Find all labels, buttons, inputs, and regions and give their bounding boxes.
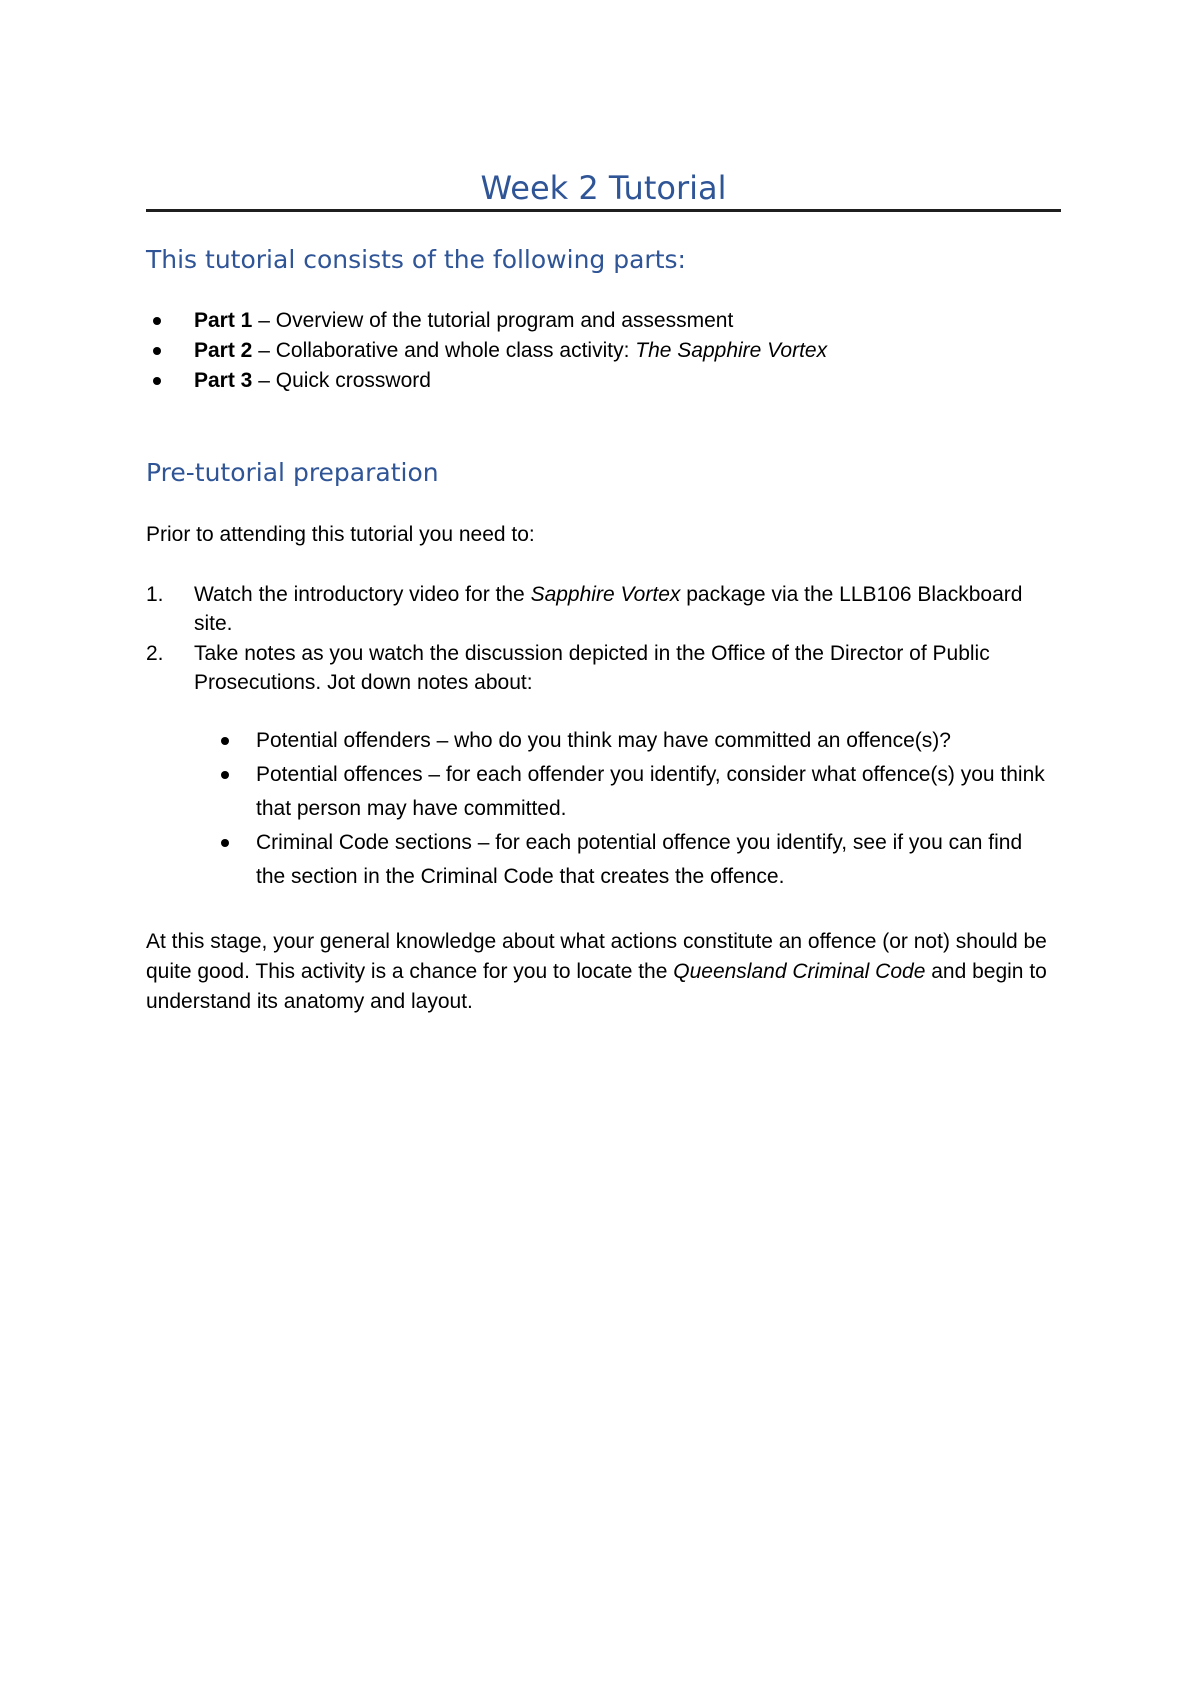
list-item <box>146 366 827 396</box>
notes-list <box>207 724 1057 894</box>
part-text: Collaborative and whole class activity: <box>275 339 636 362</box>
bullet-icon <box>153 377 161 385</box>
list-item <box>207 758 1057 826</box>
part-separator: – <box>252 369 276 392</box>
closing-text: At this stage, your general knowledge about what actions constitute an offence (or not) should be quite good. This activity is a chance for you to locate the <box>146 930 1047 983</box>
part-text: Overview of the tutorial program and assessment <box>275 309 734 332</box>
bullet-icon <box>153 347 161 355</box>
bullet-icon <box>221 839 229 847</box>
part-italic-text: The Sapphire Vortex <box>635 339 828 362</box>
list-item <box>207 724 1057 758</box>
step-number: 2. <box>146 642 164 665</box>
step-text-after: package via the LLB106 Blackboard site. <box>194 583 1023 635</box>
closing-italic-text: Queensland Criminal Code <box>673 960 926 983</box>
closing-text-after: and begin to understand its anatomy and layout. <box>146 960 1047 1013</box>
step-text: Watch the introductory video for the <box>194 583 531 606</box>
step-text: Take notes as you watch the discussion depicted in the Office of the Director of Public Prosecutions. Jot down notes about: <box>194 642 990 694</box>
prep-heading: Pre-tutorial preparation <box>146 458 439 487</box>
list-item <box>146 336 827 366</box>
step-italic-text: Sapphire Vortex <box>530 583 681 606</box>
list-item <box>207 826 1057 894</box>
part-text: Quick crossword <box>275 369 431 392</box>
title-underline <box>146 209 1061 212</box>
part-separator: – <box>252 309 276 332</box>
steps-list <box>146 580 1061 698</box>
bullet-icon <box>221 737 229 745</box>
parts-list <box>146 306 827 396</box>
list-item <box>146 639 1061 697</box>
note-text: Criminal Code sections – for each potential offence you identify, see if you can find the section in the Criminal Code that creates the offence. <box>256 831 1023 888</box>
bullet-icon <box>221 771 229 779</box>
part-label: Part 3 <box>194 369 253 392</box>
part-label: Part 2 <box>194 339 253 362</box>
parts-heading: This tutorial consists of the following parts: <box>146 245 686 274</box>
page-title: Week 2 Tutorial <box>480 169 727 207</box>
note-text: Potential offenders – who do you think may have committed an offence(s)? <box>256 729 951 752</box>
step-number: 1. <box>146 583 164 606</box>
note-text: Potential offences – for each offender you identify, consider what offence(s) you think that person may have committed. <box>256 763 1045 820</box>
part-separator: – <box>252 339 276 362</box>
list-item <box>146 580 1061 638</box>
closing-paragraph <box>146 927 1061 1017</box>
part-label: Part 1 <box>194 309 253 332</box>
list-item <box>146 306 827 336</box>
prep-intro: Prior to attending this tutorial you need to: <box>146 523 535 546</box>
bullet-icon <box>153 317 161 325</box>
